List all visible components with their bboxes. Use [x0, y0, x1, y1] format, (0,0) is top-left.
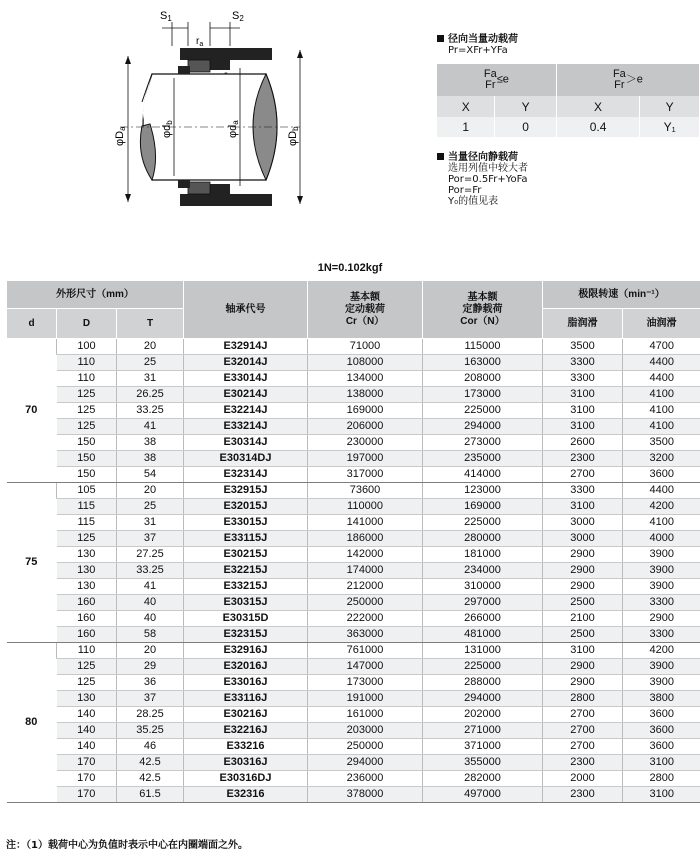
cell-T: 20	[117, 339, 184, 355]
cell-cor: 280000	[423, 531, 543, 547]
cell-cor: 131000	[423, 643, 543, 659]
cell-T: 42.5	[117, 771, 184, 787]
cell-cr: 141000	[308, 515, 423, 531]
Db-label: φDb	[287, 126, 300, 146]
cell-D: 115	[57, 515, 117, 531]
cell-D: 150	[57, 451, 117, 467]
bearing-section-drawing	[90, 6, 330, 228]
cell-code: E30315J	[184, 595, 308, 611]
cell-D: 125	[57, 387, 117, 403]
cell-oil-speed: 2900	[623, 611, 700, 627]
cell-D: 125	[57, 531, 117, 547]
cell-oil-speed: 4100	[623, 387, 700, 403]
cell-D: 160	[57, 611, 117, 627]
cell-T: 35.25	[117, 723, 184, 739]
cell-cor: 271000	[423, 723, 543, 739]
cell-oil-speed: 4100	[623, 403, 700, 419]
cell-oil-speed: 3900	[623, 547, 700, 563]
bullet-square-icon	[437, 35, 444, 42]
cell-grease-speed: 2900	[543, 659, 623, 675]
cell-cr: 173000	[308, 675, 423, 691]
table-row	[7, 787, 700, 803]
cell-cor: 173000	[423, 387, 543, 403]
cell-cor: 225000	[423, 403, 543, 419]
cell-cr: 142000	[308, 547, 423, 563]
cell-code: E30316DJ	[184, 771, 308, 787]
cell-T: 61.5	[117, 787, 184, 803]
cell-grease-speed: 2300	[543, 787, 623, 803]
cell-bore-d: 70	[7, 339, 57, 483]
cell-grease-speed: 2300	[543, 451, 623, 467]
cell-oil-speed: 3600	[623, 723, 700, 739]
cell-grease-speed: 3300	[543, 355, 623, 371]
cell-cr: 191000	[308, 691, 423, 707]
cell-D: 130	[57, 579, 117, 595]
table-header-row-1	[7, 281, 700, 309]
cell-cor: 297000	[423, 595, 543, 611]
s2-label: S2	[232, 10, 244, 23]
cell-oil-speed: 3900	[623, 659, 700, 675]
factor-header-x2: X	[556, 96, 639, 117]
cell-oil-speed: 3200	[623, 451, 700, 467]
cell-T: 36	[117, 675, 184, 691]
cell-grease-speed: 3000	[543, 515, 623, 531]
cell-oil-speed: 4200	[623, 643, 700, 659]
cell-grease-speed: 3000	[543, 531, 623, 547]
cell-T: 41	[117, 419, 184, 435]
cell-code: E32916J	[184, 643, 308, 659]
header-speed-limit: 极限转速（min⁻¹）	[543, 281, 700, 309]
cell-grease-speed: 2900	[543, 563, 623, 579]
cell-D: 110	[57, 355, 117, 371]
cell-oil-speed: 3900	[623, 675, 700, 691]
header-static-line: 定静载荷	[462, 303, 503, 315]
cell-cor: 115000	[423, 339, 543, 355]
cell-oil-speed: 4400	[623, 371, 700, 387]
bearing-mounting-diagram	[90, 6, 330, 228]
cell-cr: 294000	[308, 755, 423, 771]
radial-dynamic-heading: 径向当量动载荷	[437, 34, 518, 45]
cell-D: 140	[57, 723, 117, 739]
cell-cor: 235000	[423, 451, 543, 467]
cell-cr: 212000	[308, 579, 423, 595]
cell-T: 58	[117, 627, 184, 643]
condition-le-label: ≤e	[496, 73, 509, 86]
cell-T: 41	[117, 579, 184, 595]
cell-cr: 147000	[308, 659, 423, 675]
cell-cor: 169000	[423, 499, 543, 515]
cell-D: 105	[57, 483, 117, 499]
cell-cor: 266000	[423, 611, 543, 627]
cell-oil-speed: 4100	[623, 419, 700, 435]
cell-cor: 294000	[423, 419, 543, 435]
cell-T: 31	[117, 371, 184, 387]
table-row	[7, 387, 700, 403]
cell-grease-speed: 2700	[543, 723, 623, 739]
cell-grease-speed: 3100	[543, 419, 623, 435]
condition-gt-label: ＞e	[625, 73, 643, 86]
table-row	[7, 691, 700, 707]
cell-grease-speed: 2600	[543, 435, 623, 451]
cell-cr: 138000	[308, 387, 423, 403]
cell-code: E32914J	[184, 339, 308, 355]
header-oil: 油润滑	[623, 309, 700, 339]
table-row	[7, 419, 700, 435]
table-row	[7, 675, 700, 691]
cell-cor: 225000	[423, 515, 543, 531]
cell-code: E33215J	[184, 579, 308, 595]
cell-D: 150	[57, 467, 117, 483]
cell-code: E30215J	[184, 547, 308, 563]
cell-T: 37	[117, 691, 184, 707]
cell-oil-speed: 4200	[623, 499, 700, 515]
cell-D: 170	[57, 787, 117, 803]
cell-grease-speed: 2700	[543, 467, 623, 483]
cell-code: E32316	[184, 787, 308, 803]
cell-D: 110	[57, 371, 117, 387]
cell-D: 170	[57, 755, 117, 771]
header-dynamic-load	[308, 281, 423, 339]
cell-D: 110	[57, 643, 117, 659]
cell-oil-speed: 3600	[623, 467, 700, 483]
table-row	[7, 771, 700, 787]
cell-oil-speed: 4000	[623, 531, 700, 547]
cell-T: 20	[117, 483, 184, 499]
factor-header-x1: X	[437, 96, 495, 117]
cell-grease-speed: 2900	[543, 579, 623, 595]
cell-T: 40	[117, 611, 184, 627]
cell-T: 54	[117, 467, 184, 483]
cell-oil-speed: 4700	[623, 339, 700, 355]
factor-header-row	[437, 96, 699, 117]
bearing-group	[7, 339, 700, 483]
cell-code: E33016J	[184, 675, 308, 691]
cell-grease-speed: 3500	[543, 339, 623, 355]
da-label: φda	[227, 120, 240, 138]
cell-cor: 282000	[423, 771, 543, 787]
cell-bore-d: 80	[7, 643, 57, 803]
unit-conversion-note: 1N=0.102kgf	[317, 262, 383, 274]
cell-D: 130	[57, 563, 117, 579]
factor-value-x2: 0.4	[556, 117, 639, 137]
radial-static-line: Por=0.5Fr+YoFa	[448, 174, 528, 185]
cell-D: 150	[57, 435, 117, 451]
cell-D: 100	[57, 339, 117, 355]
cell-cor: 163000	[423, 355, 543, 371]
cell-oil-speed: 3100	[623, 755, 700, 771]
cell-code: E30314DJ	[184, 451, 308, 467]
cell-cor: 355000	[423, 755, 543, 771]
cell-cr: 108000	[308, 355, 423, 371]
cell-D: 140	[57, 739, 117, 755]
cell-cr: 161000	[308, 707, 423, 723]
cell-T: 25	[117, 499, 184, 515]
cell-grease-speed: 2500	[543, 627, 623, 643]
cell-oil-speed: 3100	[623, 787, 700, 803]
cell-code: E30316J	[184, 755, 308, 771]
cell-oil-speed: 3500	[623, 435, 700, 451]
header-bearing-code: 轴承代号	[184, 281, 308, 339]
cell-cr: 206000	[308, 419, 423, 435]
cell-D: 160	[57, 595, 117, 611]
footnote: 注：（1）载荷中心为负值时表示中心在内圈端面之外。	[6, 840, 248, 851]
factor-value-row	[437, 117, 699, 137]
factor-header-y1: Y	[495, 96, 556, 117]
cell-T: 27.25	[117, 547, 184, 563]
cell-cor: 234000	[423, 563, 543, 579]
factor-header-y2: Y	[640, 96, 699, 117]
cell-cr: 761000	[308, 643, 423, 659]
cell-T: 33.25	[117, 403, 184, 419]
table-row	[7, 595, 700, 611]
header-dynamic-line: 定动载荷	[345, 303, 385, 315]
fa-label: Fa	[612, 68, 626, 80]
cell-code: E30214J	[184, 387, 308, 403]
cell-cr: 71000	[308, 339, 423, 355]
table-row	[7, 371, 700, 387]
table-row	[7, 739, 700, 755]
cell-cor: 123000	[423, 483, 543, 499]
cell-T: 29	[117, 659, 184, 675]
header-T: T	[117, 309, 184, 339]
table-row	[7, 451, 700, 467]
cell-code: E33214J	[184, 419, 308, 435]
factor-value-x1: 1	[437, 117, 495, 137]
cell-T: 46	[117, 739, 184, 755]
cell-cr: 363000	[308, 627, 423, 643]
table-row	[7, 547, 700, 563]
cell-code: E32016J	[184, 659, 308, 675]
ra-top-label: $r_a$	[196, 36, 204, 48]
cell-oil-speed: 2800	[623, 771, 700, 787]
cell-oil-speed: 3300	[623, 595, 700, 611]
bullet-square-icon	[437, 153, 444, 160]
cell-oil-speed: 3600	[623, 707, 700, 723]
cell-code: E30314J	[184, 435, 308, 451]
cell-code: E30315D	[184, 611, 308, 627]
cell-cor: 225000	[423, 659, 543, 675]
cell-code: E32915J	[184, 483, 308, 499]
cell-code: E32216J	[184, 723, 308, 739]
cell-T: 28.25	[117, 707, 184, 723]
header-dimensions: 外形尺寸（mm）	[7, 281, 184, 309]
fr-label: Fr	[614, 79, 625, 91]
cell-oil-speed: 3900	[623, 579, 700, 595]
header-static-line: 基本额	[467, 291, 498, 303]
table-row	[7, 339, 700, 355]
cell-cor: 294000	[423, 691, 543, 707]
cell-code: E32215J	[184, 563, 308, 579]
cell-cor: 202000	[423, 707, 543, 723]
cell-code: E33015J	[184, 515, 308, 531]
cell-grease-speed: 3100	[543, 387, 623, 403]
table-row	[7, 515, 700, 531]
table-row	[7, 483, 700, 499]
cell-code: E32214J	[184, 403, 308, 419]
factor-value-y2: Y₁	[640, 117, 699, 137]
table-row	[7, 611, 700, 627]
cell-cr: 203000	[308, 723, 423, 739]
cell-cr: 134000	[308, 371, 423, 387]
s1-label: S1	[160, 10, 172, 23]
header-grease: 脂润滑	[543, 309, 623, 339]
cell-code: E32014J	[184, 355, 308, 371]
table-row	[7, 659, 700, 675]
cell-T: 38	[117, 451, 184, 467]
cell-cr: 73600	[308, 483, 423, 499]
radial-dynamic-formula: Pr=XFr+YFa	[448, 45, 508, 56]
cell-cor: 208000	[423, 371, 543, 387]
table-row	[7, 707, 700, 723]
table-row	[7, 755, 700, 771]
cell-code: E33014J	[184, 371, 308, 387]
radial-static-line: Por=Fr	[448, 185, 482, 196]
table-row	[7, 403, 700, 419]
cell-grease-speed: 2000	[543, 771, 623, 787]
cell-D: 125	[57, 403, 117, 419]
cell-T: 37	[117, 531, 184, 547]
cell-oil-speed: 3300	[623, 627, 700, 643]
cell-bore-d: 75	[7, 483, 57, 643]
table-row	[7, 467, 700, 483]
bearing-spec-table	[6, 280, 700, 803]
condition-gt-e	[556, 64, 699, 96]
Da-label: φDa	[114, 126, 127, 146]
cell-grease-speed: 2900	[543, 547, 623, 563]
cell-cr: 236000	[308, 771, 423, 787]
cell-cr: 250000	[308, 739, 423, 755]
factor-condition-row	[437, 64, 699, 96]
factor-value-y1: 0	[495, 117, 556, 137]
bearing-group	[7, 483, 700, 643]
cell-code: E30216J	[184, 707, 308, 723]
cell-cr: 317000	[308, 467, 423, 483]
table-row	[7, 563, 700, 579]
cell-cor: 310000	[423, 579, 543, 595]
header-dynamic-line: Cr（N）	[345, 315, 385, 327]
cell-code: E33115J	[184, 531, 308, 547]
cell-cor: 414000	[423, 467, 543, 483]
cell-cr: 230000	[308, 435, 423, 451]
cell-grease-speed: 2500	[543, 595, 623, 611]
cell-T: 40	[117, 595, 184, 611]
table-row	[7, 531, 700, 547]
radial-dynamic-load-block	[437, 34, 518, 56]
cell-cor: 288000	[423, 675, 543, 691]
cell-T: 20	[117, 643, 184, 659]
cell-grease-speed: 3300	[543, 483, 623, 499]
cell-oil-speed: 3800	[623, 691, 700, 707]
cell-cr: 174000	[308, 563, 423, 579]
cell-cor: 273000	[423, 435, 543, 451]
cell-D: 140	[57, 707, 117, 723]
xy-factor-table	[437, 64, 699, 137]
cell-grease-speed: 3100	[543, 499, 623, 515]
cell-cr: 110000	[308, 499, 423, 515]
cell-cr: 250000	[308, 595, 423, 611]
cell-T: 33.25	[117, 563, 184, 579]
cell-T: 42.5	[117, 755, 184, 771]
table-row	[7, 627, 700, 643]
fa-label: Fa	[483, 68, 497, 80]
cell-T: 26.25	[117, 387, 184, 403]
header-d: d	[7, 309, 57, 339]
cell-grease-speed: 2700	[543, 707, 623, 723]
cell-D: 125	[57, 419, 117, 435]
cell-D: 125	[57, 675, 117, 691]
cell-oil-speed: 3900	[623, 563, 700, 579]
cell-code: E32314J	[184, 467, 308, 483]
cell-D: 125	[57, 659, 117, 675]
cell-cor: 481000	[423, 627, 543, 643]
cell-grease-speed: 3300	[543, 371, 623, 387]
cell-T: 25	[117, 355, 184, 371]
table-row	[7, 579, 700, 595]
cell-grease-speed: 2300	[543, 755, 623, 771]
cell-cr: 222000	[308, 611, 423, 627]
cell-D: 160	[57, 627, 117, 643]
table-row	[7, 643, 700, 659]
radial-static-load-block	[437, 152, 528, 207]
cell-T: 38	[117, 435, 184, 451]
cell-grease-speed: 2900	[543, 675, 623, 691]
cell-oil-speed: 4400	[623, 355, 700, 371]
db-label: φdb	[161, 120, 174, 138]
radial-static-line: Y₀的值见表	[448, 196, 499, 207]
header-static-load	[423, 281, 543, 339]
cell-code: E32015J	[184, 499, 308, 515]
cell-cr: 378000	[308, 787, 423, 803]
table-row	[7, 499, 700, 515]
cell-grease-speed: 3100	[543, 643, 623, 659]
cell-D: 130	[57, 691, 117, 707]
cell-oil-speed: 4100	[623, 515, 700, 531]
cell-T: 31	[117, 515, 184, 531]
cell-cr: 169000	[308, 403, 423, 419]
cell-code: E33116J	[184, 691, 308, 707]
cell-cor: 181000	[423, 547, 543, 563]
header-static-line: Cor（N）	[460, 315, 505, 327]
radial-static-line: 选用列值中较大者	[448, 163, 528, 174]
cell-grease-speed: 2800	[543, 691, 623, 707]
cell-D: 170	[57, 771, 117, 787]
cell-grease-speed: 3100	[543, 403, 623, 419]
cell-grease-speed: 2100	[543, 611, 623, 627]
table-row	[7, 435, 700, 451]
radial-static-heading: 当量径向静载荷	[437, 152, 528, 163]
table-row	[7, 723, 700, 739]
header-D: D	[57, 309, 117, 339]
cell-oil-speed: 3600	[623, 739, 700, 755]
cell-D: 115	[57, 499, 117, 515]
cell-code: E32315J	[184, 627, 308, 643]
table-row	[7, 355, 700, 371]
condition-le-e	[437, 64, 556, 96]
bearing-group	[7, 643, 700, 803]
cell-grease-speed: 2700	[543, 739, 623, 755]
cell-code: E33216	[184, 739, 308, 755]
cell-oil-speed: 4400	[623, 483, 700, 499]
cell-cor: 371000	[423, 739, 543, 755]
cell-cr: 197000	[308, 451, 423, 467]
cell-cor: 497000	[423, 787, 543, 803]
header-dynamic-line: 基本额	[350, 291, 380, 303]
cell-D: 130	[57, 547, 117, 563]
fr-label: Fr	[485, 79, 496, 91]
cell-cr: 186000	[308, 531, 423, 547]
